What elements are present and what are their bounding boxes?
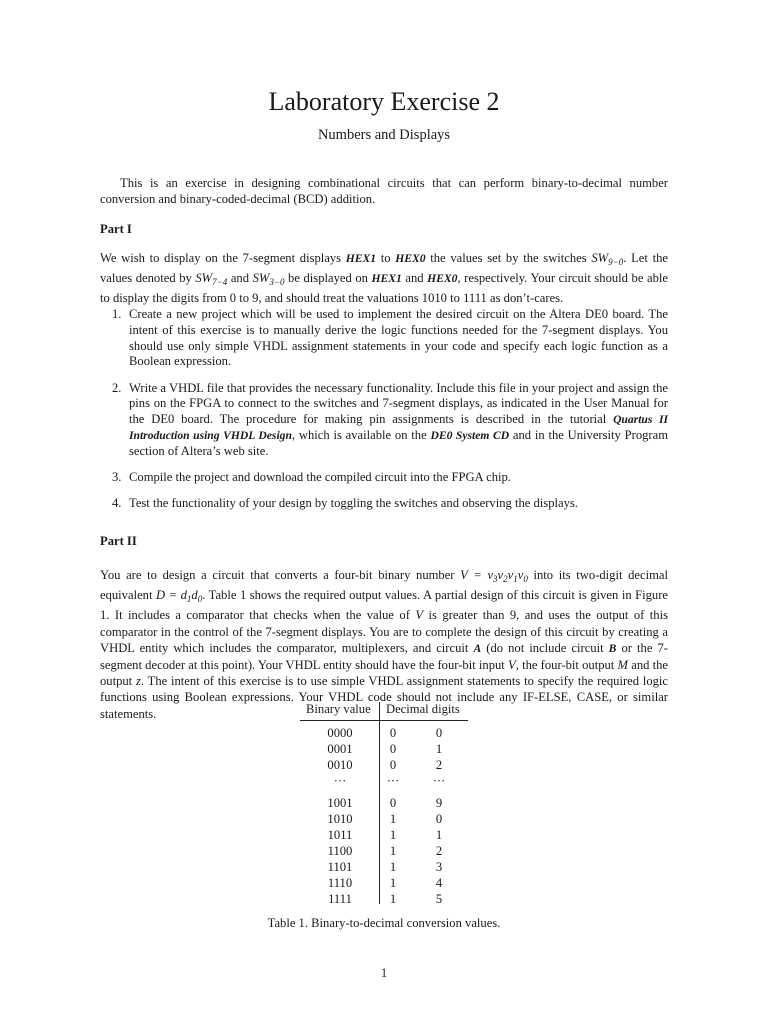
table-cell: 1 — [389, 844, 397, 858]
table-cell: ··· — [333, 774, 347, 788]
page-number: 1 — [380, 966, 388, 980]
list-item: 3. Compile the project and download the compiled circuit into the FPGA chip. — [112, 470, 511, 485]
table-cell: 0 — [435, 812, 443, 826]
table-cell: 0 — [389, 758, 397, 772]
table-cell: 0 — [435, 726, 443, 740]
table-cell: 0000 — [327, 726, 353, 740]
table-row — [300, 892, 470, 908]
hex0-label: HEX0 — [395, 252, 426, 265]
table-cell: 1010 — [327, 812, 353, 826]
table-row — [300, 742, 470, 758]
table-row — [300, 774, 470, 790]
table-cell: 5 — [435, 892, 443, 906]
header-decimal-digits: Decimal digits — [386, 702, 460, 716]
table-cell: 1 — [389, 892, 397, 906]
list-item: 2. Write a VHDL file that provides the necessary functionality. Include this file in your project and assign the pins on the FPGA to connect to the switches and 7-segment displays, as indicated in the User Manual for the DE0 board. The procedure for making pin assignments is described in the tutorial Quartus II Introduction using VHDL Design, which is available on the DE0 System CD and in the University Program section of Altera’s web site. — [112, 380, 668, 458]
table-cell: 1 — [389, 812, 397, 826]
part1-paragraph: We wish to display on the 7-segment displays HEX1 to HEX0 the values set by the switches $SW_{9-0}$. Let the values denoted by $SW_{7-4}$ and $SW_{3-0}$ be displayed on HEX1 and HEX0, respectively. Your circuit should be able to display the digits from 0 to 9, and should treat the valuations 1010 to 1111 as don’t-cares. — [100, 251, 668, 306]
table-cell: 0 — [389, 742, 397, 756]
table-cell: 0 — [389, 726, 397, 740]
table-cell: 2 — [435, 758, 443, 772]
list-item: 4. Test the functionality of your design by toggling the switches and observing the displays. — [112, 496, 578, 511]
list-item: 1. Create a new project which will be used to implement the desired circuit on the Altera DE0 board. The intent of this exercise is to manually derive the logic functions needed for the 7-segment displays. You should use only simple VHDL assignment statements in your code and specify each logic function as a Boolean expression. — [112, 307, 668, 369]
document-title: Laboratory Exercise 2 — [268, 87, 500, 116]
table-caption: Table 1. Binary-to-decimal conversion values. — [267, 916, 501, 930]
table-cell: ··· — [432, 774, 446, 788]
cd-name: DE0 System CD — [430, 429, 510, 443]
table-cell: 1 — [389, 860, 397, 874]
table-row — [300, 876, 470, 892]
table-cell: 0001 — [327, 742, 353, 756]
part2-paragraph: You are to design a circuit that converts a four-bit binary number $V = v_3v_2v_1v_0$ into its two-digit decimal equivalent $D = d_1d_0$. Table 1 shows the required output values. A partial design of this circuit is given in Figure 1. It includes a comparator that checks when the value of V is greater than 9, and uses the output of this comparator in the control of the 7-segment displays. You are to complete the design of this circuit by creating a VHDL entity which includes the comparator, multiplexers, and circuit A (do not include circuit B or the 7-segment decoder at this point). Your VHDL entity should have the four-bit input V, the four-bit output M and the output z. The intent of this exercise is to use simple VHDL assignment statements to specify the required logic functions using Boolean expressions. Your VHDL code should not include any IF-ELSE, CASE, or similar statements. — [100, 568, 669, 721]
table-cell: 0 — [389, 796, 397, 810]
table-cell: 1100 — [327, 844, 353, 858]
header-rule — [300, 720, 468, 721]
table-cell: 9 — [435, 796, 443, 810]
part1-heading: Part I — [100, 222, 132, 236]
table-cell: 4 — [435, 876, 443, 890]
table-cell: 1 — [435, 742, 443, 756]
table-row — [300, 796, 470, 812]
table-row — [300, 812, 470, 828]
part1-steps-list — [100, 307, 668, 523]
tutorial-title: Quartus II Introduction using VHDL Design — [129, 413, 668, 443]
table-cell: 1111 — [328, 892, 352, 906]
table-row — [300, 726, 470, 742]
table-cell: 0010 — [327, 758, 353, 772]
intro-paragraph: This is an exercise in designing combinational circuits that can perform binary-to-decimal number conversion and binary-coded-decimal (BCD) addition. — [100, 176, 668, 207]
table-row — [300, 828, 470, 844]
table-cell: 1 — [389, 828, 397, 842]
table-cell: 1110 — [327, 876, 353, 890]
table-cell: 2 — [435, 844, 443, 858]
table-cell: 1011 — [327, 828, 353, 842]
document-subtitle: Numbers and Displays — [317, 127, 451, 143]
table-cell: 1001 — [327, 796, 353, 810]
part2-heading: Part II — [100, 534, 137, 548]
hex1-label: HEX1 — [345, 252, 377, 265]
table-row — [300, 844, 470, 860]
table-row — [300, 758, 470, 774]
header-binary-value: Binary value — [306, 702, 371, 716]
table-row — [300, 860, 470, 876]
table-cell: 3 — [435, 860, 443, 874]
table-header — [300, 702, 470, 720]
table-cell: 1101 — [327, 860, 353, 874]
table-cell: 1 — [389, 876, 397, 890]
table-cell: 1 — [435, 828, 443, 842]
table-cell: ··· — [386, 774, 400, 788]
